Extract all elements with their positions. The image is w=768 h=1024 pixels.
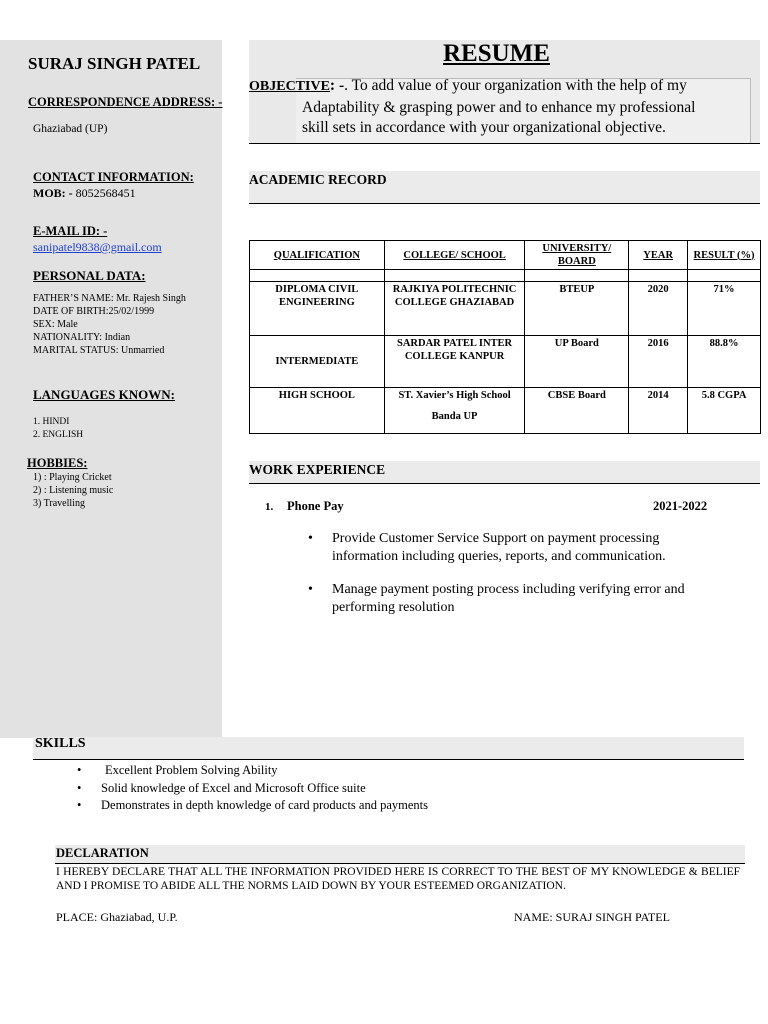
declaration-band [55, 845, 745, 863]
work-heading: WORK EXPERIENCE [249, 462, 386, 477]
personal-data-heading: PERSONAL DATA: [33, 268, 146, 283]
email-heading: E-MAIL ID: - [33, 224, 108, 238]
languages-heading: LANGUAGES KNOWN: [33, 387, 175, 402]
language-item: 1. HINDI [33, 417, 70, 427]
list-item: • Demonstrates in depth knowledge of card products and payments [77, 797, 677, 815]
skills-heading: SKILLS [35, 736, 86, 751]
name-label: NAME: [514, 910, 553, 924]
column-header: RESULT (%) [688, 241, 761, 270]
personal-data-list [33, 292, 186, 357]
name-value: SURAJ SINGH PATEL [555, 910, 670, 924]
work-company: Phone Pay [287, 499, 344, 513]
skills-divider [33, 759, 744, 760]
place-line [56, 910, 178, 925]
declaration-text: I HEREBY DECLARE THAT ALL THE INFORMATION PROVIDED HERE IS CORRECT TO THE BEST OF MY KNOWLEDGE & BELIEF AND I PROMISE TO ABIDE ALL THE NORMS LAID DOWN BY YOUR ESTEEMED ORGANIZATION. [56, 866, 740, 892]
mobile-label: MOB: - [33, 186, 73, 200]
father-name: FATHER’S NAME: Mr. Rajesh Singh [33, 293, 186, 304]
mobile-line [33, 186, 136, 201]
address-value: Ghaziabad (UP) [33, 123, 108, 135]
board-cell: CBSE Board [525, 388, 629, 434]
objective-first-line [249, 76, 754, 98]
result-cell: 88.8% [688, 336, 761, 388]
column-header: QUALIFICATION [250, 241, 385, 270]
college-cell: RAJKIYA POLITECHNIC COLLEGE GHAZIABAD [384, 282, 525, 336]
table-row [250, 388, 761, 434]
list-item: • Manage payment posting process including verifying error and performing resolution [308, 581, 728, 617]
qualification-cell: DIPLOMA CIVIL ENGINEERING [250, 282, 385, 336]
column-header: YEAR [629, 241, 688, 270]
date-of-birth: DATE OF BIRTH:25/02/1999 [33, 306, 155, 317]
year-cell: 2020 [629, 282, 688, 336]
nationality: NATIONALITY: Indian [33, 332, 131, 343]
academic-divider [249, 203, 760, 204]
work-period: 2021-2022 [653, 499, 708, 513]
skills-list [77, 762, 677, 815]
page-title: RESUME [443, 40, 550, 67]
column-header: COLLEGE/ SCHOOL [384, 241, 525, 270]
objective-line-3: skill sets in accordance with your organizational objective. [302, 119, 666, 136]
sex: SEX: Male [33, 319, 78, 330]
marital-status: MARITAL STATUS: Unmarried [33, 345, 165, 356]
languages-list [33, 416, 83, 442]
place-value: Ghaziabad, U.P. [100, 910, 178, 924]
table-spacer-row [250, 270, 761, 282]
year-cell: 2016 [629, 336, 688, 388]
academic-heading: ACADEMIC RECORD [249, 172, 387, 187]
board-cell: BTEUP [525, 282, 629, 336]
objective-separator: : - [329, 77, 345, 94]
declaration-divider [55, 863, 745, 864]
name-line [514, 910, 670, 925]
list-item: • Provide Customer Service Support on payment processing information including queries, reports, and communication. [308, 530, 728, 566]
objective-line-2: Adaptability & grasping power and to enhance my professional [302, 98, 696, 116]
work-index: 1. [265, 501, 274, 513]
declaration-heading: DECLARATION [56, 846, 149, 860]
college-cell [384, 388, 525, 434]
contact-heading: CONTACT INFORMATION: [33, 170, 194, 184]
hobby-item: 2) : Listening music [33, 485, 114, 496]
academic-table [249, 240, 761, 434]
candidate-name: SURAJ SINGH PATEL [28, 54, 201, 73]
address-heading: CORRESPONDENCE ADDRESS: - [28, 95, 223, 109]
list-item [77, 762, 677, 780]
qualification-cell: INTERMEDIATE [250, 336, 385, 388]
college-location: Banda UP [431, 411, 478, 422]
column-header: UNIVERSITY/ BOARD [525, 241, 629, 270]
hobby-item: 3) Travelling [33, 498, 85, 509]
list-item: • Solid knowledge of Excel and Microsoft Office suite [77, 780, 677, 798]
college-cell: SARDAR PATEL INTER COLLEGE KANPUR [384, 336, 525, 388]
objective-label: OBJECTIVE [249, 79, 330, 94]
table-row [250, 336, 761, 388]
objective-line-1: . To add value of your organization with the help of my [344, 77, 687, 94]
table-header-row [250, 241, 761, 270]
header-divider [249, 143, 760, 144]
result-cell: 71% [688, 282, 761, 336]
board-cell: UP Board [525, 336, 629, 388]
language-item: 2. ENGLISH [33, 430, 84, 440]
result-cell: 5.8 CGPA [688, 388, 761, 434]
college-name: ST. Xavier’s High School [398, 390, 511, 401]
skills-band [33, 737, 744, 759]
table-row [250, 282, 761, 336]
year-cell: 2014 [629, 388, 688, 434]
email-link[interactable]: sanipatel9838@gmail.com [33, 240, 162, 254]
skill-text: Excellent Problem Solving Ability [105, 763, 278, 777]
objective [249, 76, 754, 139]
hobbies-heading: HOBBIES: [27, 456, 88, 470]
place-label: PLACE: [56, 910, 98, 924]
mobile-number: 8052568451 [75, 186, 136, 200]
hobby-item: 1) : Playing Cricket [33, 472, 112, 483]
qualification-cell: HIGH SCHOOL [250, 388, 385, 434]
work-bullets [308, 530, 728, 617]
hobbies-list [33, 471, 113, 510]
work-divider [249, 483, 760, 484]
